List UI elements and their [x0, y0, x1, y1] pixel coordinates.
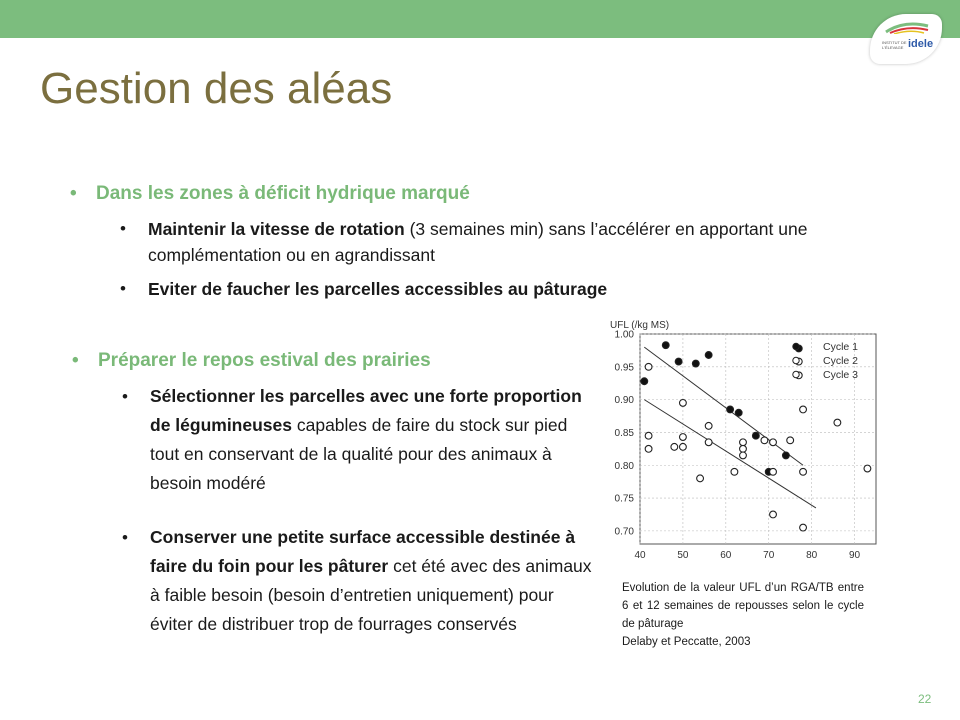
chart-point-cycle-2	[705, 439, 712, 446]
chart-x-tick-label: 60	[720, 550, 732, 561]
bullet-legumineuses	[122, 382, 595, 498]
bullet-rotation	[120, 216, 838, 268]
chart-point-cycle-2	[740, 445, 747, 452]
chart-point-cycle-2	[645, 363, 652, 370]
section-heading-text: Préparer le repos estival des prairies	[98, 350, 431, 371]
bullet-text: capables de faire du stock sur pied tout en conservant de la qualité pour des animaux à besoin modéré	[150, 415, 568, 493]
bullet-dot-icon: •	[70, 183, 77, 204]
bullet-dot-icon: •	[122, 528, 128, 547]
bullet-surface-foin	[122, 523, 595, 639]
caption-description: Evolution de la valeur UFL d’un RGA/TB entre 6 et 12 semaines de repousses selon le cycle de pâturage	[622, 582, 864, 630]
bullet-dot-icon: •	[122, 387, 128, 406]
chart-point-cycle-2	[787, 437, 794, 444]
chart-y-tick-label: 0.75	[614, 493, 634, 505]
chart-point-cycle-3	[770, 511, 777, 518]
section-heading-deficit	[70, 183, 470, 205]
chart-legend-label: Cycle 2	[823, 355, 859, 367]
chart-point-cycle-2	[705, 422, 712, 429]
chart-y-tick-label: 0.90	[614, 395, 634, 407]
bullet-bold-text: Sélectionner les parcelles avec une forte proportion de légumineuses	[150, 386, 582, 435]
logo-swoosh-icon	[884, 22, 930, 34]
chart-point-cycle-2	[680, 443, 687, 450]
chart-point-cycle-2	[740, 439, 747, 446]
section-heading-text: Dans les zones à déficit hydrique marqué	[96, 183, 470, 204]
bullet-bold-text: Maintenir la vitesse de rotation	[148, 219, 405, 239]
chart-point-cycle-3	[800, 468, 807, 475]
chart-legend-marker	[793, 371, 799, 377]
chart-point-cycle-2	[680, 400, 687, 407]
chart-y-tick-label: 0.85	[614, 427, 634, 439]
chart-x-tick-label: 70	[763, 550, 775, 561]
chart-legend-label: Cycle 1	[823, 341, 859, 353]
chart-x-tick-label: 80	[806, 550, 818, 561]
chart-point-cycle-2	[645, 445, 652, 452]
chart-y-tick-label: 1.00	[614, 329, 634, 341]
chart-point-cycle-2	[770, 439, 777, 446]
logo-brand: idele	[908, 38, 934, 50]
chart-point-cycle-3	[864, 465, 871, 472]
chart-point-cycle-2	[740, 452, 747, 459]
page-number: 22	[918, 692, 932, 706]
chart-x-tick-label: 90	[848, 550, 861, 561]
chart-point-cycle-2	[697, 475, 704, 482]
chart-point-cycle-1	[735, 409, 742, 416]
ufl-scatter-chart	[598, 316, 888, 576]
bullet-dot-icon: •	[120, 219, 126, 238]
bullet-dot-icon: •	[120, 279, 126, 298]
slide-title: Gestion des aléas	[40, 64, 393, 113]
chart-point-cycle-1	[752, 432, 759, 439]
chart-point-cycle-1	[675, 358, 682, 365]
logo-small-text: INSTITUT DE L'ÉLEVAGE	[882, 40, 907, 50]
chart-caption	[622, 579, 864, 651]
chart-trend-line	[644, 347, 803, 465]
chart-trend-line	[644, 400, 816, 508]
chart-point-cycle-1	[662, 342, 669, 349]
chart-point-cycle-2	[671, 443, 678, 450]
chart-point-cycle-1	[782, 452, 789, 459]
chart-y-tick-label: 0.80	[614, 460, 634, 472]
header-bar	[0, 0, 960, 38]
chart-y-axis-label: UFL (/kg MS)	[610, 320, 670, 331]
chart-legend-marker	[793, 343, 799, 349]
chart-legend-marker	[793, 357, 799, 363]
chart-point-cycle-2	[770, 468, 777, 475]
chart-x-tick-label: 50	[677, 550, 689, 561]
chart-point-cycle-2	[645, 432, 652, 439]
bullet-text: (3 semaines min) sans l’accélérer en apportant une complémentation ou en agrandissant	[148, 219, 808, 265]
chart-point-cycle-3	[800, 524, 807, 531]
chart-y-tick-label: 0.95	[614, 362, 634, 374]
chart-point-cycle-1	[692, 360, 699, 367]
chart-x-tick-label: 40	[634, 550, 646, 561]
chart-point-cycle-2	[761, 437, 768, 444]
bullet-bold-text: Conserver une petite surface accessible destinée à faire du foin pour les pâturer	[150, 527, 576, 576]
chart-point-cycle-1	[641, 378, 648, 385]
bullet-text: cet été avec des animaux à faible besoin (besoin d’entretien uniquement) pour éviter de distribuer trop de fourrages conservés	[150, 556, 592, 634]
chart-point-cycle-2	[680, 434, 687, 441]
chart-point-cycle-3	[834, 419, 841, 426]
caption-source: Delaby et Peccatte, 2003	[622, 636, 751, 648]
bullet-faucher	[120, 276, 838, 302]
section-heading-repos	[72, 350, 431, 372]
bullet-bold-text: Eviter de faucher les parcelles accessibles au pâturage	[148, 279, 608, 299]
chart-point-cycle-2	[731, 468, 738, 475]
chart-point-cycle-1	[705, 352, 712, 359]
chart-y-tick-label: 0.70	[614, 526, 634, 538]
bullet-dot-icon: •	[72, 350, 79, 371]
chart-legend-label: Cycle 3	[823, 369, 859, 381]
chart-point-cycle-3	[800, 406, 807, 413]
chart-point-cycle-1	[727, 406, 734, 413]
